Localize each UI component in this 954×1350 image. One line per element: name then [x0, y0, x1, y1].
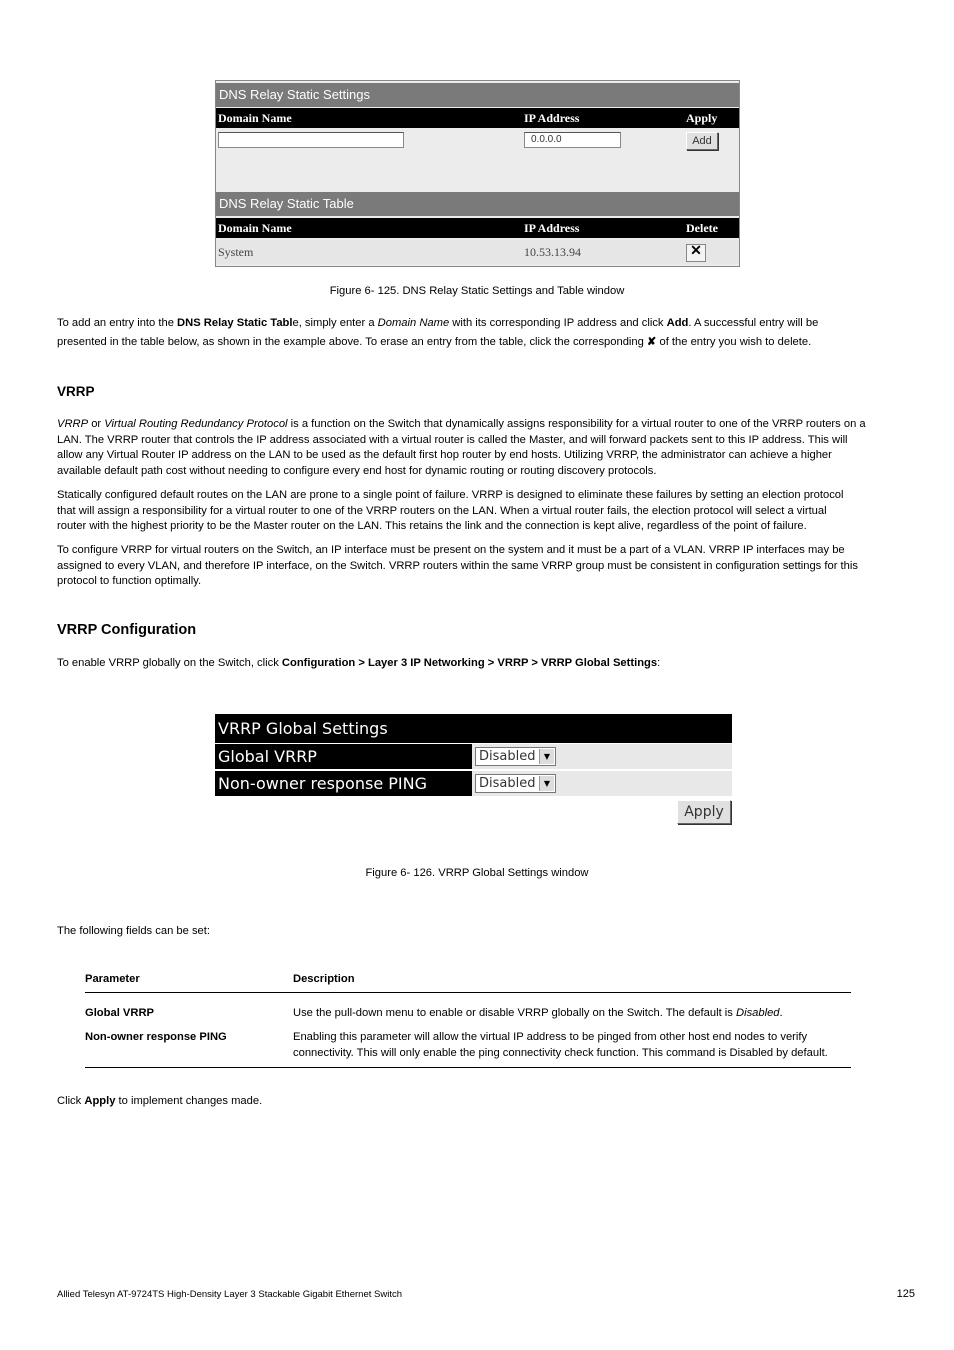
dns-settings-title: DNS Relay Static Settings — [216, 83, 739, 107]
table-bottom-rule — [85, 1067, 851, 1068]
row-global-vrrp-desc: Use the pull-down menu to enable or disable VRRP globally on the Switch. The default is Disabled. — [293, 1007, 783, 1019]
figure-126-caption: Figure 6- 126. VRRP Global Settings window — [365, 867, 589, 879]
non-owner-ping-select[interactable]: Disabled ▼ — [475, 774, 556, 793]
footer-title: Allied Telesyn AT-9724TS High-Density Layer 3 Stackable Gigabit Ethernet Switch — [57, 1289, 402, 1300]
add-button[interactable]: Add — [686, 132, 718, 150]
page-number: 125 — [896, 1288, 915, 1300]
dns-table-title: DNS Relay Static Table — [216, 192, 739, 216]
row-ip: 10.53.13.94 — [524, 245, 581, 259]
col-ip-address: IP Address — [524, 111, 580, 125]
ip-address-input[interactable]: 0.0.0.0 — [524, 132, 621, 148]
col-delete: Delete — [686, 221, 718, 235]
row-ping-desc: Enabling this parameter will allow the virtual IP address to be pinged from other host end nodes to verify connectivity. This will only enable the ping connectivity check function. This command is Disabled by default. — [293, 1031, 828, 1059]
vrrp-window-title: VRRP Global Settings — [215, 714, 732, 743]
col-domain-name: Domain Name — [218, 111, 292, 125]
dns-settings-header — [216, 108, 739, 128]
x-mark-icon: ✘ — [646, 336, 657, 348]
apply-button[interactable]: Apply — [677, 800, 731, 824]
dns-relay-window — [215, 80, 740, 267]
non-owner-ping-label: Non-owner response PING — [215, 771, 472, 796]
vrrp-global-settings-window — [215, 714, 732, 826]
global-vrrp-label: Global VRRP — [215, 744, 472, 769]
apply-instructions: Click Apply to implement changes made. — [57, 1095, 263, 1107]
global-vrrp-select[interactable]: Disabled ▼ — [475, 747, 556, 766]
row-ping-param: Non-owner response PING — [85, 1031, 227, 1043]
delete-x-icon[interactable]: ✕ — [686, 244, 706, 262]
global-vrrp-cell — [472, 744, 732, 769]
col-domain-name: Domain Name — [218, 221, 292, 235]
vrrp-para-1: VRRP or Virtual Routing Redundancy Protocol is a function on the Switch that dynamically assigns responsibility for a virtual router to one of the VRRP routers on a LAN. The VRRP router that controls the IP address associated with a virtual router is called the Master, and will forward packets sent to this IP address. This will allow any Virtual Router IP address on the LAN to be used as the default first hop router by end hosts. Utilizing VRRP, the administrator can achieve a higher available default path cost without needing to configure every end host for dynamic routing or routing discovery protocols. — [57, 418, 866, 477]
param-header: Parameter — [85, 973, 140, 985]
dns-instructions: To add an entry into the DNS Relay Static Table, simply enter a Domain Name with its corresponding IP address and click Add. A successful entry will be — [57, 317, 819, 329]
fields-intro: The following fields can be set: — [57, 925, 210, 937]
dns-instructions-line2: presented in the table below, as shown in the example above. To erase an entry from the table, click the corresponding ✘ of the entry you wish to delete. — [57, 336, 812, 348]
vrrp-heading: VRRP — [57, 384, 95, 399]
table-divider — [85, 992, 851, 993]
row-domain: System — [218, 245, 254, 259]
dns-table-header — [216, 218, 739, 238]
description-header: Description — [293, 973, 355, 985]
row-global-vrrp-param: Global VRRP — [85, 1007, 154, 1019]
chevron-down-icon: ▼ — [539, 776, 554, 791]
vrrp-para-3: To configure VRRP for virtual routers on the Switch, an IP interface must be present on the system and it must be a part of a VLAN. VRRP IP interfaces may be assigned to every VLAN, and therefore IP interface, on the Switch. VRRP routers within the same VRRP group must be consistent in configuration settings for this protocol to function optimally. — [57, 544, 858, 588]
vrrp-configuration-heading: VRRP Configuration — [57, 622, 197, 638]
figure-125-caption: Figure 6- 125. DNS Relay Static Settings and Table window — [329, 285, 625, 297]
table-row — [216, 240, 739, 264]
vrrp-para-2: Statically configured default routes on the LAN are prone to a single point of failure. VRRP is designed to eliminate these failures by setting an election protocol that will assign a responsibility for a virtual router to one of the VRRP routers on the LAN. When a virtual router fails, the election protocol will select a virtual router with the highest priority to be the Master router on the LAN. This retains the link and the connection is kept alive, regardless of the point of failure. — [57, 489, 844, 533]
col-apply: Apply — [686, 111, 718, 125]
chevron-down-icon: ▼ — [539, 749, 554, 764]
config-instructions: To enable VRRP globally on the Switch, click Configuration > Layer 3 IP Networking > VRRP > VRRP Global Settings: — [57, 657, 661, 669]
non-owner-ping-cell — [472, 771, 732, 796]
domain-name-input[interactable] — [218, 132, 404, 148]
col-ip-address: IP Address — [524, 221, 580, 235]
